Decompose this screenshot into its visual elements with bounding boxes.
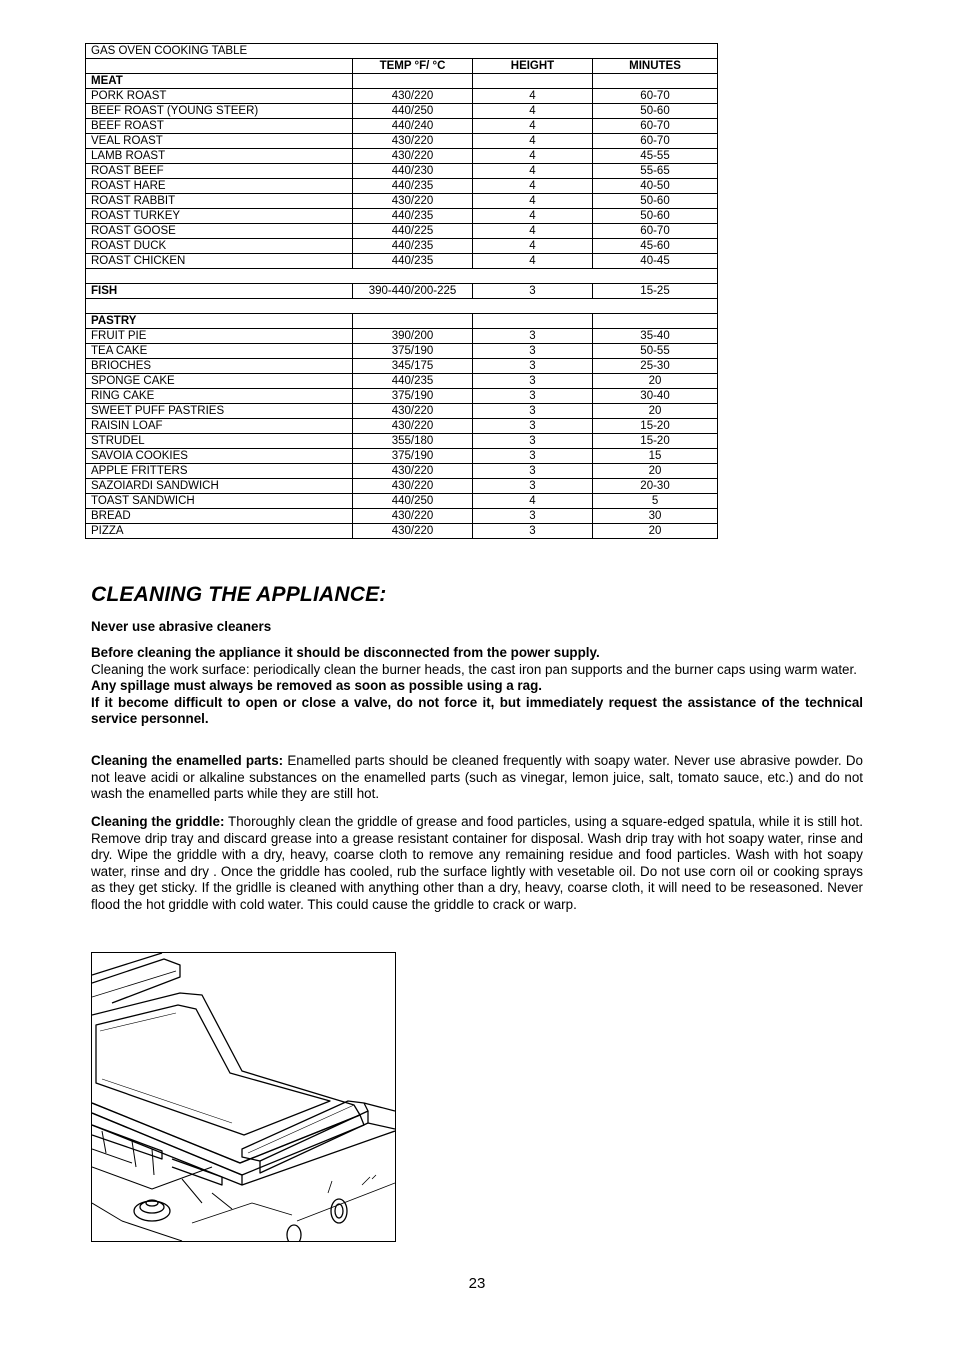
table-row	[86, 374, 718, 389]
table-cell: 45-55	[593, 149, 718, 164]
table-cell	[593, 74, 718, 89]
griddle-illustration	[91, 952, 396, 1242]
dish-name: SPONGE CAKE	[86, 374, 353, 389]
table-cell: 4	[473, 239, 593, 254]
table-cell: 15-20	[593, 419, 718, 434]
table-title-row	[86, 44, 718, 59]
dish-name: SAZOIARDI SANDWICH	[86, 479, 353, 494]
dish-name: LAMB ROAST	[86, 149, 353, 164]
table-cell: 375/190	[353, 449, 473, 464]
dish-name: ROAST DUCK	[86, 239, 353, 254]
table-cell: 430/220	[353, 89, 473, 104]
table-cell: 3	[473, 284, 593, 299]
table-row	[86, 344, 718, 359]
dish-name: TOAST SANDWICH	[86, 494, 353, 509]
griddle-drawing	[92, 953, 395, 1241]
dish-name: PIZZA	[86, 524, 353, 539]
table-row	[86, 149, 718, 164]
table-cell	[473, 74, 593, 89]
griddle-cleaning-block	[91, 814, 863, 913]
table-cell: 60-70	[593, 89, 718, 104]
never-abrasive-text: Never use abrasive cleaners	[91, 619, 272, 634]
table-row	[86, 329, 718, 344]
table-cell: 60-70	[593, 224, 718, 239]
table-cell: 25-30	[593, 359, 718, 374]
table-cell: 440/235	[353, 374, 473, 389]
table-row	[86, 419, 718, 434]
table-cell: 390/200	[353, 329, 473, 344]
table-cell: 3	[473, 389, 593, 404]
dish-name: BEEF ROAST	[86, 119, 353, 134]
dish-name: APPLE FRITTERS	[86, 464, 353, 479]
table-cell: 440/230	[353, 164, 473, 179]
spacer-row	[86, 269, 718, 284]
table-row	[86, 494, 718, 509]
dish-name: BREAD	[86, 509, 353, 524]
table-row	[86, 239, 718, 254]
table-cell: 3	[473, 344, 593, 359]
table-cell: 430/220	[353, 479, 473, 494]
dish-name: SAVOIA COOKIES	[86, 449, 353, 464]
dish-name: STRUDEL	[86, 434, 353, 449]
table-title: GAS OVEN COOKING TABLE	[86, 44, 718, 59]
dish-name: VEAL ROAST	[86, 134, 353, 149]
table-cell: 60-70	[593, 119, 718, 134]
never-abrasive-note	[91, 619, 863, 636]
table-cell: 4	[473, 104, 593, 119]
table-header-row	[86, 59, 718, 74]
table-cell: 4	[473, 119, 593, 134]
table-row	[86, 404, 718, 419]
work-surface-text: Cleaning the work surface: periodically clean the burner heads, the cast iron pan supports and the burner caps using warm water.	[91, 661, 857, 677]
spacer-row	[86, 299, 718, 314]
table-cell	[593, 314, 718, 329]
table-cell: 55-65	[593, 164, 718, 179]
table-cell: 390-440/200-225	[353, 284, 473, 299]
table-cell: 3	[473, 329, 593, 344]
table-row	[86, 464, 718, 479]
table-cell: 440/225	[353, 224, 473, 239]
table-cell: 4	[473, 494, 593, 509]
table-cell: 3	[473, 464, 593, 479]
table-cell: 3	[473, 449, 593, 464]
valve-warning: If it become difficult to open or close a valve, do not force it, but immediately request the assistance of the technical service personnel.	[91, 694, 863, 726]
table-cell: 4	[473, 149, 593, 164]
table-row	[86, 224, 718, 239]
table-row	[86, 104, 718, 119]
table-cell: 440/240	[353, 119, 473, 134]
disconnect-warning: Before cleaning the appliance it should be disconnected from the power supply.	[91, 645, 600, 660]
griddle-paragraph	[91, 814, 863, 913]
table-cell: 375/190	[353, 344, 473, 359]
table-cell: 3	[473, 374, 593, 389]
cooking-table	[85, 43, 718, 539]
dish-name: BEEF ROAST (YOUNG STEER)	[86, 104, 353, 119]
dish-name: PORK ROAST	[86, 89, 353, 104]
table-cell: 40-50	[593, 179, 718, 194]
table-cell: 4	[473, 134, 593, 149]
table-cell: 430/220	[353, 194, 473, 209]
table-row	[86, 479, 718, 494]
table-cell: 20	[593, 524, 718, 539]
table-cell: 430/220	[353, 464, 473, 479]
table-cell: 4	[473, 194, 593, 209]
table-cell	[473, 314, 593, 329]
table-cell: 20-30	[593, 479, 718, 494]
dish-name: ROAST TURKEY	[86, 209, 353, 224]
table-cell: 35-40	[593, 329, 718, 344]
dish-name: ROAST GOOSE	[86, 224, 353, 239]
table-row	[86, 194, 718, 209]
griddle-label: Cleaning the griddle:	[91, 814, 225, 829]
dish-name: RING CAKE	[86, 389, 353, 404]
enamel-cleaning-block	[91, 753, 863, 803]
section-row	[86, 74, 718, 89]
table-cell: 60-70	[593, 134, 718, 149]
table-cell: 15-25	[593, 284, 718, 299]
section-label: MEAT	[86, 74, 353, 89]
dish-name: TEA CAKE	[86, 344, 353, 359]
dish-name: ROAST HARE	[86, 179, 353, 194]
dish-name: FRUIT PIE	[86, 329, 353, 344]
table-cell: 430/220	[353, 134, 473, 149]
table-cell: 4	[473, 164, 593, 179]
table-cell: 50-60	[593, 104, 718, 119]
dish-name: ROAST CHICKEN	[86, 254, 353, 269]
column-header: MINUTES	[593, 59, 718, 74]
table-cell: 430/220	[353, 509, 473, 524]
dish-name: ROAST RABBIT	[86, 194, 353, 209]
table-cell	[353, 314, 473, 329]
table-cell: 440/235	[353, 254, 473, 269]
table-cell: 440/235	[353, 239, 473, 254]
column-header	[86, 59, 353, 74]
table-cell: 4	[473, 254, 593, 269]
table-row	[86, 164, 718, 179]
table-cell: 3	[473, 404, 593, 419]
table-cell: 4	[473, 89, 593, 104]
section-row	[86, 284, 718, 299]
section-label: FISH	[86, 284, 353, 299]
page-number: 23	[468, 1275, 486, 1292]
column-header: HEIGHT	[473, 59, 593, 74]
table-cell: 3	[473, 419, 593, 434]
table-cell: 3	[473, 524, 593, 539]
table-cell: 440/250	[353, 494, 473, 509]
table-row	[86, 509, 718, 524]
spillage-text: Any spillage must always be removed as soon as possible using a rag.	[91, 678, 542, 693]
general-cleaning-block	[91, 645, 863, 728]
table-cell: 345/175	[353, 359, 473, 374]
table-cell: 50-55	[593, 344, 718, 359]
table-row	[86, 389, 718, 404]
table-cell: 430/220	[353, 149, 473, 164]
table-cell: 50-60	[593, 194, 718, 209]
table-cell: 20	[593, 374, 718, 389]
table-cell: 30-40	[593, 389, 718, 404]
table-cell: 45-60	[593, 239, 718, 254]
table-cell: 430/220	[353, 524, 473, 539]
dish-name: BRIOCHES	[86, 359, 353, 374]
table-cell: 355/180	[353, 434, 473, 449]
griddle-text: Thoroughly clean the griddle of grease and food particles, using a square-edged spatula, while it is still hot. Remove drip tray and discard grease into a grease resistant container for disposal. Wash drip tray with hot soapy water, rinse and dry. Wipe the griddle with a dry, heavy, coarse cloth to remove any remaining residue and food particles. Wash with hot soapy water, rinse and dry . Once the griddle has cooled, rub the surface lightly with vesetable oil. Do not use corn oil or cooking sprays as they get sticky. If the gridlle is cleaned with anything other than a dry, heavy, coarse cloth, it will need to be reseasoned. Never flood the hot griddle with cold water. This could cause the griddle to crack or warp.	[91, 814, 863, 912]
table-row	[86, 449, 718, 464]
section-row	[86, 314, 718, 329]
table-row	[86, 134, 718, 149]
table-cell: 3	[473, 479, 593, 494]
dish-name: SWEET PUFF PASTRIES	[86, 404, 353, 419]
table-cell: 5	[593, 494, 718, 509]
table-row	[86, 434, 718, 449]
table-cell: 30	[593, 509, 718, 524]
table-cell: 20	[593, 404, 718, 419]
table-cell: 20	[593, 464, 718, 479]
table-cell: 3	[473, 359, 593, 374]
table-cell: 430/220	[353, 404, 473, 419]
table-row	[86, 119, 718, 134]
table-row	[86, 254, 718, 269]
table-row	[86, 89, 718, 104]
table-cell: 440/250	[353, 104, 473, 119]
column-header: TEMP °F/ °C	[353, 59, 473, 74]
section-label: PASTRY	[86, 314, 353, 329]
table-row	[86, 179, 718, 194]
table-cell	[353, 74, 473, 89]
enamel-paragraph	[91, 753, 863, 803]
table-cell: 440/235	[353, 179, 473, 194]
spacer-cell	[86, 299, 718, 314]
enamel-label: Cleaning the enamelled parts:	[91, 753, 284, 768]
table-cell: 40-45	[593, 254, 718, 269]
table-cell: 430/220	[353, 419, 473, 434]
dish-name: RAISIN LOAF	[86, 419, 353, 434]
table-row	[86, 359, 718, 374]
cooking-table-body	[86, 44, 718, 539]
spacer-cell	[86, 269, 718, 284]
table-cell: 440/235	[353, 209, 473, 224]
table-cell: 3	[473, 434, 593, 449]
table-cell: 15-20	[593, 434, 718, 449]
table-row	[86, 209, 718, 224]
table-cell: 4	[473, 179, 593, 194]
table-row	[86, 524, 718, 539]
table-cell: 4	[473, 224, 593, 239]
dish-name: ROAST BEEF	[86, 164, 353, 179]
table-cell: 15	[593, 449, 718, 464]
cleaning-title: CLEANING THE APPLIANCE:	[91, 583, 387, 606]
table-cell: 50-60	[593, 209, 718, 224]
table-cell: 4	[473, 209, 593, 224]
enamel-text: Enamelled parts should be cleaned frequently with soapy water. Never use abrasive powder. Do not leave acidi or alkaline substances on the enamelled parts (such as vinegar, lemon juice, salt, tomato sauce, etc.) and do not wash the enamelled parts while they are still hot.	[91, 753, 864, 801]
table-cell: 3	[473, 509, 593, 524]
table-cell: 375/190	[353, 389, 473, 404]
